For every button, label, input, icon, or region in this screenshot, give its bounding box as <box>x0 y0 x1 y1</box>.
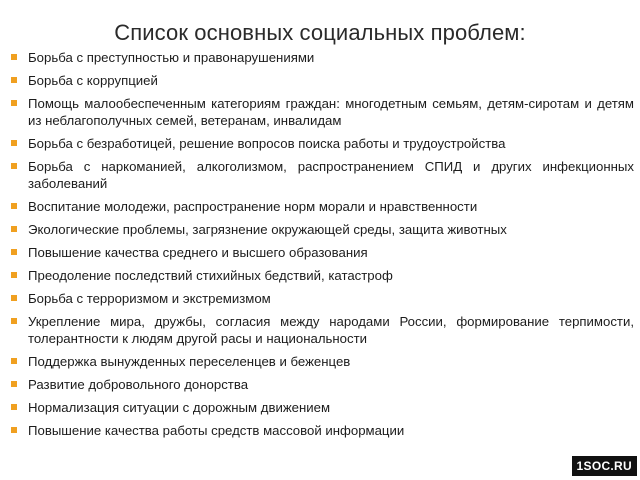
square-bullet-icon <box>11 249 17 255</box>
list-item <box>10 376 634 393</box>
square-bullet-icon <box>11 272 17 278</box>
list-item-text: Воспитание молодежи, распространение норм морали и нравственности <box>28 199 478 214</box>
list-item-text: Борьба с терроризмом и экстремизмом <box>28 291 271 306</box>
square-bullet-icon <box>11 318 17 324</box>
square-bullet-icon <box>11 358 17 364</box>
list-item-text: Повышение качества работы средств массовой информации <box>28 423 405 438</box>
list-item-text: Борьба с безработицей, решение вопросов поиска работы и трудоустройства <box>28 136 506 151</box>
square-bullet-icon <box>11 100 17 106</box>
list-item <box>10 313 634 347</box>
list-item <box>10 198 634 215</box>
list-item <box>10 244 634 261</box>
list-item <box>10 72 634 89</box>
list-item <box>10 422 634 439</box>
square-bullet-icon <box>11 77 17 83</box>
square-bullet-icon <box>11 427 17 433</box>
list-item-text: Борьба с преступностью и правонарушениями <box>28 50 315 65</box>
square-bullet-icon <box>11 226 17 232</box>
list-item <box>10 221 634 238</box>
list-item-text: Поддержка вынужденных переселенцев и беженцев <box>28 354 351 369</box>
square-bullet-icon <box>11 54 17 60</box>
list-item-text: Борьба с наркоманией, алкоголизмом, распространением СПИД и других инфекционных заболеваний <box>28 159 634 191</box>
list-item-text: Укрепление мира, дружбы, согласия между народами России, формирование терпимости, толерантности к людям другой расы и национальности <box>28 314 634 346</box>
square-bullet-icon <box>11 381 17 387</box>
list-item-text: Развитие добровольного донорства <box>28 377 249 392</box>
list-item <box>10 353 634 370</box>
list-item-text: Борьба с коррупцией <box>28 73 158 88</box>
list-item <box>10 135 634 152</box>
square-bullet-icon <box>11 404 17 410</box>
list-item <box>10 290 634 307</box>
square-bullet-icon <box>11 140 17 146</box>
problem-list <box>10 49 634 445</box>
watermark-logo: 1SOC.RU <box>572 456 637 476</box>
square-bullet-icon <box>11 295 17 301</box>
square-bullet-icon <box>11 163 17 169</box>
list-item <box>10 95 634 129</box>
list-item <box>10 399 634 416</box>
list-item <box>10 158 634 192</box>
list-item <box>10 267 634 284</box>
list-item-text: Преодоление последствий стихийных бедствий, катастроф <box>28 268 393 283</box>
square-bullet-icon <box>11 203 17 209</box>
list-item <box>10 49 634 66</box>
list-item-text: Помощь малообеспеченным категориям граждан: многодетным семьям, детям-сиротам и детям из неблагополучных семей, ветеранам, инвалидам <box>28 96 634 128</box>
list-item-text: Нормализация ситуации с дорожным движением <box>28 400 331 415</box>
slide-title: Список основных социальных проблем: <box>114 20 526 45</box>
list-item-text: Экологические проблемы, загрязнение окружающей среды, защита животных <box>28 222 507 237</box>
list-item-text: Повышение качества среднего и высшего образования <box>28 245 368 260</box>
